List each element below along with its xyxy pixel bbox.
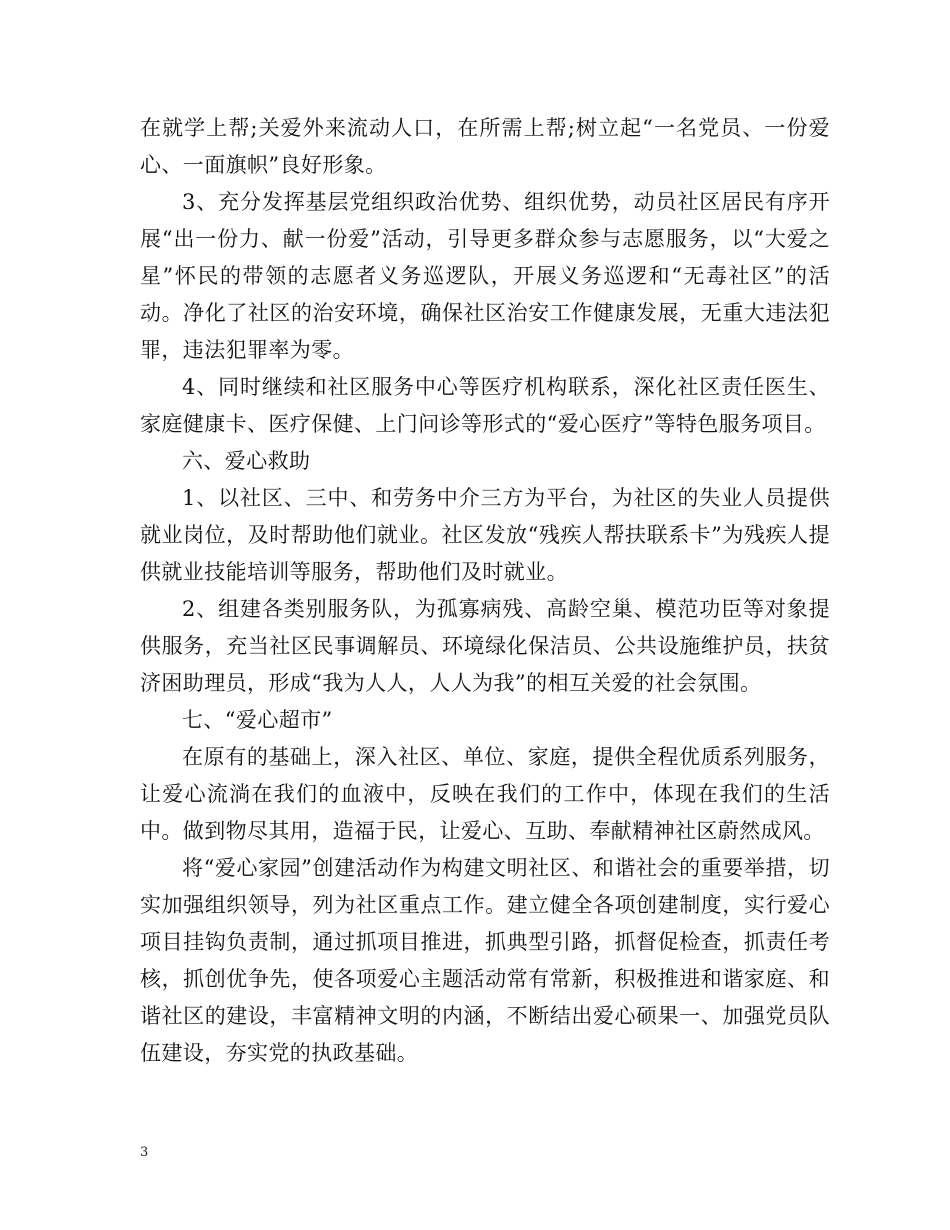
paragraph-item-4: 4、同时继续和社区服务中心等医疗机构联系，深化社区责任医生、家庭健康卡、医疗保健、上门问诊等形式的“爱心医疗”等特色服务项目。	[140, 375, 830, 436]
paragraph-seven-body: 在原有的基础上，深入社区、单位、家庭，提供全程优质系列服务，让爱心流淌在我们的血液中，反映在我们的工作中，体现在我们的生活中。做到物尽其用，造福于民，让爱心、互助、奉献精神社区蔚然成风。	[140, 745, 830, 843]
paragraph-item-3: 3、充分发挥基层党组织政治优势、组织优势，动员社区居民有序开展“出一份力、献一份爱”活动，引导更多群众参与志愿服务，以“大爱之星”怀民的带领的志愿者义务巡逻队，开展义务巡逻和“无毒社区”的活动。净化了社区的治安环境，确保社区治安工作健康发展，无重大违法犯罪，违法犯罪率为零。	[140, 190, 830, 362]
paragraph-six-item-2: 2、组建各类别服务队，为孤寡病残、高龄空巢、模范功臣等对象提供服务，充当社区民事调解员、环境绿化保洁员、公共设施维护员，扶贫济困助理员，形成“我为人人，人人为我”的相互关爱的社会氛围。	[140, 597, 830, 695]
paragraph-closing: 将“爱心家园”创建活动作为构建文明社区、和谐社会的重要举措，切实加强组织领导，列为社区重点工作。建立健全各项创建制度，实行爱心项目挂钩负责制，通过抓项目推进，抓典型引路，抓督促检查，抓责任考核，抓创优争先，使各项爱心主题活动常有常新，积极推进和谐家庭、和谐社区的建设，丰富精神文明的内涵，不断结出爱心硕果一、加强党员队伍建设，夯实党的执政基础。	[140, 856, 830, 1065]
paragraph-continuation: 在就学上帮;关爱外来流动人口，在所需上帮;树立起“一名党员、一份爱心、一面旗帜”良好形象。	[140, 116, 830, 177]
section-heading-seven: 七、“爱心超市”	[182, 708, 333, 732]
document-body	[140, 110, 830, 1072]
section-heading-six: 六、爱心救助	[182, 449, 311, 473]
paragraph-six-item-1: 1、以社区、三中、和劳务中介三方为平台，为社区的失业人员提供就业岗位，及时帮助他们就业。社区发放“残疾人帮扶联系卡”为残疾人提供就业技能培训等服务，帮助他们及时就业。	[140, 486, 830, 584]
page-number: 3	[140, 1145, 149, 1160]
